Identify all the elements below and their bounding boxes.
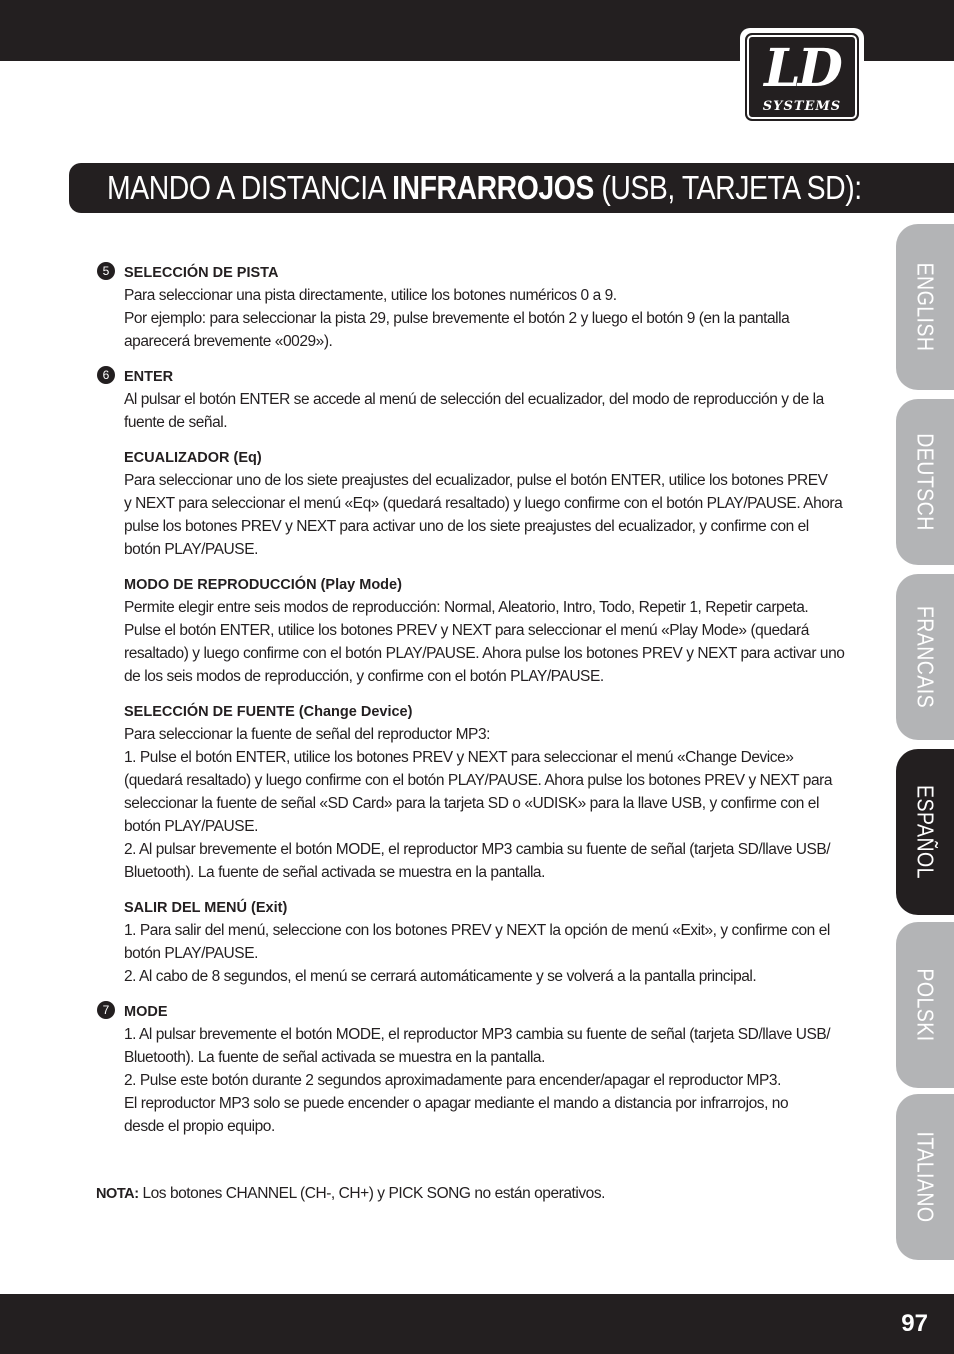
text-line: 1. Al pulsar brevemente el botón MODE, el reproductor MP3 cambia su fuente de señal (tarjeta SD/llave USB/ xyxy=(124,1026,831,1043)
text-line: pulse los botones PREV y NEXT para activar uno de los siete preajustes del ecualizador, y confirme con el xyxy=(124,518,809,535)
section-heading: ENTER xyxy=(124,369,174,385)
text-line: resaltado) y luego confirme con el botón PLAY/PAUSE. Ahora pulse los botones PREV y NEXT para activar uno xyxy=(124,645,845,662)
section-heading: ECUALIZADOR (Eq) xyxy=(124,450,262,466)
text-line: 1. Pulse el botón ENTER, utilice los botones PREV y NEXT para seleccionar el menú «Change Device» xyxy=(124,749,794,766)
text-line: seleccionar la fuente de señal «SD Card» para la tarjeta SD o «UDISK» para la llave USB, y confirme con el xyxy=(124,795,819,812)
text-line: 1. Para salir del menú, seleccione con los botones PREV y NEXT la opción de menú «Exit», y confirme con el xyxy=(124,922,830,939)
text-line: desde el propio equipo. xyxy=(124,1118,275,1135)
section-heading: SALIR DEL MENÚ (Exit) xyxy=(124,900,288,916)
title-part-1: MANDO A DISTANCIA xyxy=(107,169,393,206)
text-line: 2. Pulse este botón durante 2 segundos aproximadamente para encender/apagar el reproductor MP3. xyxy=(124,1072,781,1089)
number-badge: 5 xyxy=(97,262,115,280)
section-body xyxy=(124,1023,859,1138)
note-label: NOTA: xyxy=(96,1186,139,1202)
tab-deutsch[interactable] xyxy=(896,399,954,565)
number-badge: 7 xyxy=(97,1001,115,1019)
text-line: botón PLAY/PAUSE. xyxy=(124,945,258,962)
number-badge: 6 xyxy=(97,366,115,384)
text-line: fuente de señal. xyxy=(124,414,228,431)
section-enter xyxy=(102,366,859,434)
section-equalizer xyxy=(124,447,859,561)
text-line: Bluetooth). La fuente de señal activada se muestra en la pantalla. xyxy=(124,1049,545,1066)
section-heading: MODO DE REPRODUCCIÓN (Play Mode) xyxy=(124,577,402,593)
logo-ld-text: LD xyxy=(764,38,840,99)
page-title xyxy=(107,167,862,209)
title-part-3: (USB, TARJETA SD): xyxy=(593,169,862,206)
text-line: botón PLAY/PAUSE. xyxy=(124,541,258,558)
tab-label: ENGLISH xyxy=(912,262,939,352)
section-body xyxy=(124,284,859,353)
main-content xyxy=(102,262,859,1151)
section-heading: SELECCIÓN DE FUENTE (Change Device) xyxy=(124,704,413,720)
text-line: Para seleccionar la fuente de señal del reproductor MP3: xyxy=(124,726,490,743)
text-line: Para seleccionar una pista directamente, utilice los botones numéricos 0 a 9. xyxy=(124,287,617,304)
section-body xyxy=(124,919,859,988)
text-line: aparecerá brevemente «0029»). xyxy=(124,333,333,350)
section-mode xyxy=(102,1001,859,1138)
tab-label: DEUTSCH xyxy=(912,433,939,531)
text-line: Al pulsar el botón ENTER se accede al menú de selección del ecualizador, del modo de reproducción y de la xyxy=(124,391,824,408)
page-number: 97 xyxy=(901,1310,928,1337)
section-play-mode xyxy=(124,574,859,688)
text-line: Permite elegir entre seis modos de reproducción: Normal, Aleatorio, Intro, Todo, Repetir 1, Repetir carpeta. xyxy=(124,599,809,616)
section-body xyxy=(124,469,859,561)
section-exit-menu xyxy=(124,897,859,988)
tab-label: POLSKI xyxy=(912,968,939,1042)
section-body xyxy=(124,596,859,688)
text-line: 2. Al pulsar brevemente el botón MODE, el reproductor MP3 cambia su fuente de señal (tarjeta SD/llave USB/ xyxy=(124,841,831,858)
text-line: y NEXT para seleccionar el menú «Eq» (quedará resaltado) y luego confirme con el botón PLAY/PAUSE. Ahora xyxy=(124,495,843,512)
tab-francais[interactable] xyxy=(896,574,954,740)
tab-polski[interactable] xyxy=(896,922,954,1088)
text-line: 2. Al cabo de 8 segundos, el menú se cerrará automáticamente y se volverá a la pantalla principal. xyxy=(124,968,757,985)
tab-italiano[interactable] xyxy=(896,1094,954,1260)
text-line: Pulse el botón ENTER, utilice los botones PREV y NEXT para seleccionar el menú «Play Mode» (quedará xyxy=(124,622,809,639)
text-line: botón PLAY/PAUSE. xyxy=(124,818,258,835)
section-heading: MODE xyxy=(124,1004,168,1020)
tab-label: FRANCAIS xyxy=(912,605,939,709)
text-line: Bluetooth). La fuente de señal activada se muestra en la pantalla. xyxy=(124,864,545,881)
logo-systems-text: SYSTEMS xyxy=(762,99,842,114)
section-track-selection xyxy=(102,262,859,353)
section-body xyxy=(124,388,859,434)
note xyxy=(96,1182,605,1206)
text-line: Para seleccionar uno de los siete preajustes del ecualizador, pulse el botón ENTER, utilice los botones PREV xyxy=(124,472,828,489)
section-body xyxy=(124,723,859,884)
text-line: (quedará resaltado) y luego confirme con el botón PLAY/PAUSE. Ahora pulse los botones PREV y NEXT para xyxy=(124,772,832,789)
tab-label: ESPAÑOL xyxy=(912,785,939,879)
text-line: El reproductor MP3 solo se puede encender o apagar mediante el mando a distancia por infrarrojos, no xyxy=(124,1095,789,1112)
bottom-bar xyxy=(0,1294,954,1354)
title-bar xyxy=(69,163,954,213)
section-heading: SELECCIÓN DE PISTA xyxy=(124,265,279,281)
text-line: Por ejemplo: para seleccionar la pista 29, pulse brevemente el botón 2 y luego el botón 9 (en la pantalla xyxy=(124,310,790,327)
ld-systems-logo xyxy=(740,28,864,126)
logo-frame xyxy=(745,33,859,121)
section-change-device xyxy=(124,701,859,884)
note-text: Los botones CHANNEL (CH-, CH+) y PICK SONG no están operativos. xyxy=(138,1185,605,1202)
text-line: de los seis modos de reproducción, y confirme con el botón PLAY/PAUSE. xyxy=(124,668,604,685)
title-part-2: INFRARROJOS xyxy=(392,169,594,206)
tab-english[interactable] xyxy=(896,224,954,390)
tab-espanol[interactable] xyxy=(896,749,954,915)
tab-label: ITALIANO xyxy=(912,1131,939,1223)
